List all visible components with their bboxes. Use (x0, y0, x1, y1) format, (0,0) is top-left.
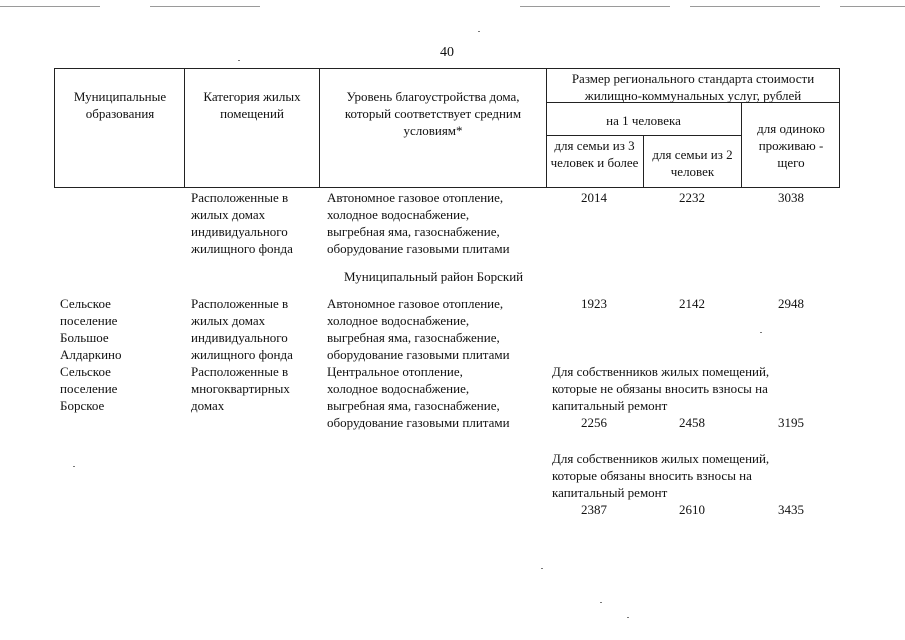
amenities-line: Автономное газовое отопление, (327, 190, 504, 205)
category-line: Расположенные в (191, 364, 289, 379)
header-amenities-level: Уровень благоустройства дома, который соответствует средним условиям* (344, 89, 522, 138)
value-family-3-plus: 1923 (581, 296, 607, 311)
category-line: жилищного фонда (191, 347, 293, 362)
amenities-line: оборудование газовыми плитами (327, 415, 510, 430)
category-line: жилых домах (191, 207, 266, 222)
district-title: Муниципальный район Борский (344, 269, 524, 284)
municipality-line: поселение (60, 381, 118, 396)
header-per-person: на 1 человека (606, 113, 681, 128)
note-obliged-line: которые обязаны вносить взносы на (552, 468, 752, 483)
category-line: Расположенные в (191, 296, 289, 311)
value-family-2: 2458 (679, 415, 705, 430)
municipality-line: Сельское (60, 296, 111, 311)
amenities-line: Автономное газовое отопление, (327, 296, 504, 311)
header-housing-category: Категория жилых помещений (203, 89, 301, 121)
value-single: 3038 (778, 190, 804, 205)
value-family-3-plus: 2387 (581, 502, 607, 517)
value-family-3-plus: 2014 (581, 190, 607, 205)
category-line: Расположенные в (191, 190, 289, 205)
amenities-line: холодное водоснабжение, (327, 207, 470, 222)
category-line: многоквартирных (191, 381, 290, 396)
amenities-line: Центральное отопление, (327, 364, 463, 379)
category-line: жилищного фонда (191, 241, 293, 256)
header-family-2: для семьи из 2 человек (652, 147, 733, 179)
amenities-line: холодное водоснабжение, (327, 313, 470, 328)
amenities-line: оборудование газовыми плитами (327, 241, 510, 256)
amenities-line: выгребная яма, газоснабжение, (327, 224, 500, 239)
value-family-3-plus: 2256 (581, 415, 607, 430)
note-obliged-line: Для собственников жилых помещений, (552, 451, 770, 466)
amenities-line: оборудование газовыми плитами (327, 347, 510, 362)
category-line: домах (191, 398, 225, 413)
amenities-line: холодное водоснабжение, (327, 381, 470, 396)
table-header (54, 68, 840, 188)
header-family-3-plus: для семьи из 3 человек и более (550, 138, 639, 170)
note-not-obliged-line: Для собственников жилых помещений, (552, 364, 770, 379)
header-municipality: Муниципальные образования (73, 89, 167, 121)
note-not-obliged-line: капитальный ремонт (552, 398, 668, 413)
municipality-line: Большое (60, 330, 109, 345)
municipality-line: Борское (60, 398, 105, 413)
municipality-line: Сельское (60, 364, 111, 379)
note-not-obliged-line: которые не обязаны вносить взносы на (552, 381, 768, 396)
municipality-line: поселение (60, 313, 118, 328)
category-line: индивидуального (191, 330, 288, 345)
note-obliged-line: капитальный ремонт (552, 485, 668, 500)
amenities-line: выгребная яма, газоснабжение, (327, 398, 500, 413)
amenities-line: выгребная яма, газоснабжение, (327, 330, 500, 345)
value-single: 3435 (778, 502, 804, 517)
category-line: жилых домах (191, 313, 266, 328)
value-family-2: 2610 (679, 502, 705, 517)
value-single: 2948 (778, 296, 804, 311)
value-family-2: 2142 (679, 296, 705, 311)
header-single: для одиноко проживаю - щего (757, 121, 825, 170)
value-family-2: 2232 (679, 190, 705, 205)
page-number: 40 (440, 45, 454, 60)
header-standard-size: Размер регионального стандарта стоимости жилищно-коммунальных услуг, рублей (571, 71, 815, 103)
category-line: индивидуального (191, 224, 288, 239)
municipality-line: Алдаркино (60, 347, 122, 362)
value-single: 3195 (778, 415, 804, 430)
